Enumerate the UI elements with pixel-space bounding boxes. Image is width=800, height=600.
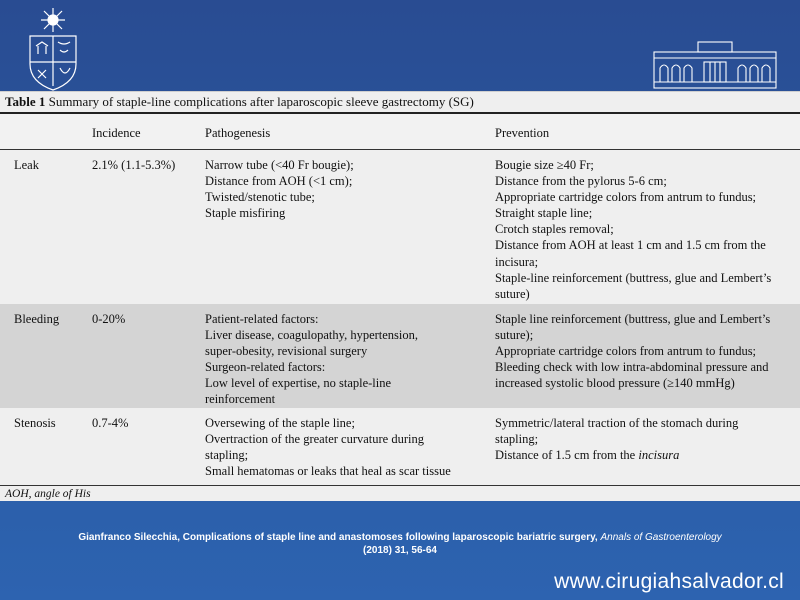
row-pathogenesis	[205, 311, 418, 408]
university-seal-logo	[22, 6, 84, 92]
row-prevention	[495, 311, 770, 391]
prevention-line: Distance from the pylorus 5-6 cm;	[495, 174, 667, 189]
pathogenesis-line: reinforcement	[205, 392, 276, 407]
pathogenesis-line: Small hematomas or leaks that heal as scar tissue	[205, 464, 451, 479]
pathogenesis-line: Oversewing of the staple line;	[205, 416, 355, 430]
citation-title: Gianfranco Silecchia, Complications of staple line and anastomoses following laparoscopic bariatric surgery,	[78, 532, 601, 543]
row-pathogenesis	[205, 415, 451, 479]
row-name: Leak	[14, 158, 39, 172]
row-name: Stenosis	[14, 416, 56, 430]
pathogenesis-line: Surgeon-related factors:	[205, 360, 326, 375]
pathogenesis-line: Narrow tube (<40 Fr bougie);	[205, 158, 354, 172]
prevention-line: Symmetric/lateral traction of the stomach during	[495, 416, 739, 430]
row-incidence: 0.7-4%	[92, 416, 129, 430]
pathogenesis-line: Liver disease, coagulopathy, hypertension,	[205, 328, 419, 343]
prevention-line: Bougie size ≥40 Fr;	[495, 158, 594, 172]
table-caption-label: Table 1	[5, 94, 46, 109]
prevention-line: Bleeding check with low intra-abdominal pressure and	[495, 360, 769, 375]
row-prevention	[495, 415, 738, 463]
table-panel	[0, 91, 800, 501]
prevention-text: Distance of 1.5 cm from the	[495, 448, 639, 463]
pathogenesis-line: Distance from AOH (<1 cm);	[205, 174, 353, 189]
pathogenesis-line: stapling;	[205, 448, 249, 463]
header-pathogenesis: Pathogenesis	[205, 126, 271, 140]
table-row-stenosis	[0, 408, 800, 486]
table-row-bleeding	[0, 304, 800, 408]
pathogenesis-line: super-obesity, revisional surgery	[205, 344, 368, 359]
prevention-line: Distance from AOH at least 1 cm and 1.5 cm from the	[495, 238, 766, 253]
pathogenesis-line: Low level of expertise, no staple-line	[205, 376, 392, 391]
header-incidence: Incidence	[92, 126, 141, 140]
row-incidence: 0-20%	[92, 312, 126, 326]
website-url: www.cirugiahsalvador.cl	[554, 570, 784, 593]
row-incidence: 2.1% (1.1-5.3%)	[92, 158, 176, 172]
prevention-line: suture)	[495, 286, 530, 301]
citation-line	[0, 531, 800, 544]
row-pathogenesis	[205, 157, 354, 221]
pathogenesis-line: Overtraction of the greater curvature during	[205, 432, 424, 447]
citation-volume: (2018) 31, 56-64	[363, 545, 437, 556]
header-prevention: Prevention	[495, 126, 550, 140]
table-header-row	[0, 112, 800, 150]
prevention-italic-term: incisura	[638, 448, 680, 463]
prevention-line: Appropriate cartridge colors from antrum to fundus;	[495, 190, 757, 205]
prevention-line: Staple line reinforcement (buttress, glue and Lembert’s	[495, 312, 771, 326]
citation-journal: Annals of Gastroenterology	[600, 532, 722, 543]
prevention-line: stapling;	[495, 432, 539, 447]
pathogenesis-line: Twisted/stenotic tube;	[205, 190, 315, 205]
table-caption-text: Summary of staple-line complications after laparoscopic sleeve gastrectomy (SG)	[45, 94, 474, 109]
pathogenesis-line: Patient-related factors:	[205, 312, 319, 326]
table-row-leak	[0, 150, 800, 304]
citation	[0, 531, 800, 557]
prevention-line: Crotch staples removal;	[495, 222, 614, 237]
prevention-line: Appropriate cartridge colors from antrum to fundus;	[495, 344, 757, 359]
row-prevention	[495, 157, 771, 302]
prevention-line: increased systolic blood pressure (≥140 mmHg)	[495, 376, 735, 391]
prevention-line: Straight staple line;	[495, 206, 593, 221]
table-caption	[5, 94, 474, 110]
pathogenesis-line: Staple misfiring	[205, 206, 286, 221]
prevention-line	[495, 447, 738, 463]
prevention-line: incisura;	[495, 254, 539, 269]
row-name: Bleeding	[14, 312, 60, 326]
building-logo	[652, 38, 778, 90]
prevention-line: suture);	[495, 328, 534, 343]
table-footnote: AOH, angle of His	[5, 488, 91, 500]
prevention-line: Staple-line reinforcement (buttress, glue and Lembert’s	[495, 270, 772, 285]
